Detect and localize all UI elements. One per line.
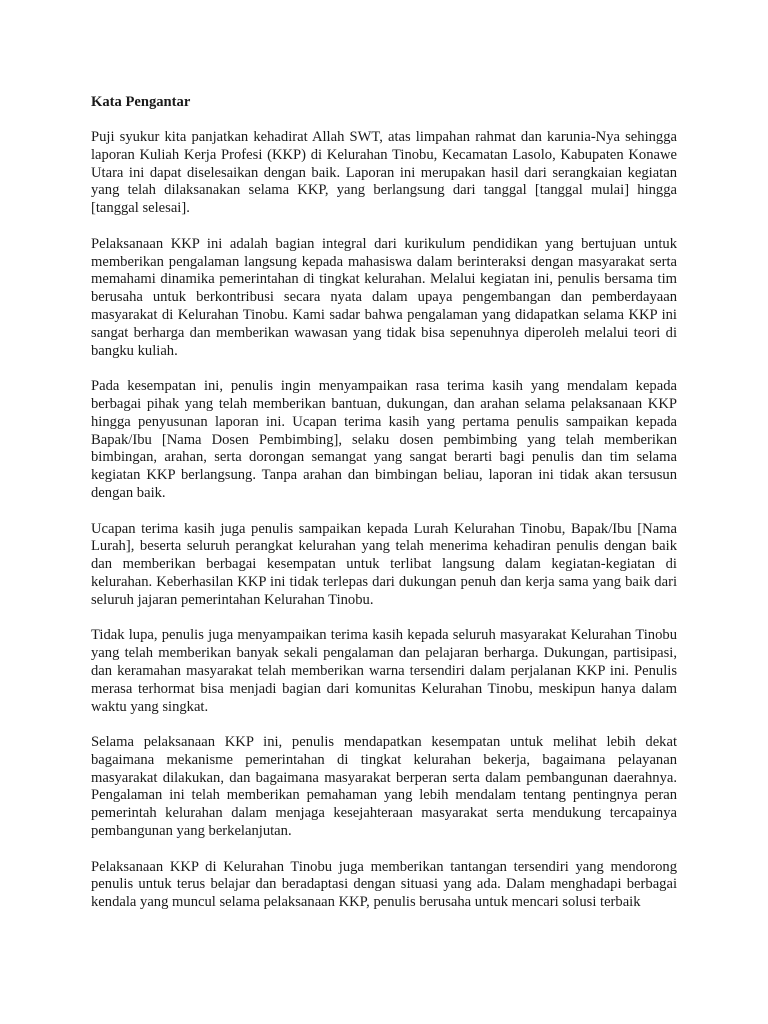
paragraph-3: Pada kesempatan ini, penulis ingin menyampaikan rasa terima kasih yang mendalam kepada berbagai pihak yang telah memberikan bantuan, dukungan, dan arahan selama pelaksanaan KKP hingga penyusunan laporan ini. Ucapan terima kasih yang pertama penulis sampaikan kepada Bapak/Ibu [Nama Dosen Pembimbing], selaku dosen pembimbing yang telah memberikan bimbingan, arahan, serta dorongan semangat yang sangat berarti bagi penulis dan tim selama kegiatan KKP berlangsung. Tanpa arahan dan bimbingan beliau, laporan ini tidak akan tersusun dengan baik. — [91, 378, 677, 501]
paragraph-6: Selama pelaksanaan KKP ini, penulis mendapatkan kesempatan untuk melihat lebih dekat bagaimana mekanisme pemerintahan di tingkat kelurahan bekerja, bagaimana pelayanan masyarakat dilakukan, dan bagaimana masyarakat berperan serta dalam pembangunan daerahnya. Pengalaman ini telah memberikan pemahaman yang lebih mendalam tentang pentingnya peran pemerintah kelurahan dalam menjaga kesejahteraan masyarakat serta mendukung tercapainya pembangunan yang berkelanjutan. — [91, 734, 677, 840]
document-page — [91, 93, 677, 930]
paragraph-2: Pelaksanaan KKP ini adalah bagian integral dari kurikulum pendidikan yang bertujuan untuk memberikan pengalaman langsung kepada mahasiswa dalam berinteraksi dengan masyarakat serta memahami dinamika pemerintahan di tingkat kelurahan. Melalui kegiatan ini, penulis bersama tim berusaha untuk berkontribusi secara nyata dalam upaya pengembangan dan pemberdayaan masyarakat di Kelurahan Tinobu. Kami sadar bahwa pengalaman yang didapatkan selama KKP ini sangat berharga dan memberikan wawasan yang tidak bisa sepenuhnya diperoleh melalui teori di bangku kuliah. — [91, 235, 677, 359]
paragraph-7: Pelaksanaan KKP di Kelurahan Tinobu juga memberikan tantangan tersendiri yang mendorong penulis untuk terus belajar dan beradaptasi dengan situasi yang ada. Dalam menghadapi berbagai kendala yang muncul selama pelaksanaan KKP, penulis berusaha untuk mencari solusi terbaik — [91, 858, 677, 911]
page-title: Kata Pengantar — [91, 94, 191, 110]
paragraph-4: Ucapan terima kasih juga penulis sampaikan kepada Lurah Kelurahan Tinobu, Bapak/Ibu [Nama Lurah], beserta seluruh perangkat kelurahan yang telah menerima kehadiran penulis dengan baik dan memberikan berbagai kesempatan untuk terlibat langsung dalam kegiatan-kegiatan di kelurahan. Keberhasilan KKP ini tidak terlepas dari dukungan penuh dan kerja sama yang baik dari seluruh jajaran pemerintahan Kelurahan Tinobu. — [91, 520, 677, 608]
paragraph-5: Tidak lupa, penulis juga menyampaikan terima kasih kepada seluruh masyarakat Kelurahan Tinobu yang telah memberikan banyak sekali pengalaman dan pelajaran berharga. Dukungan, partisipasi, dan keramahan masyarakat telah memberikan warna tersendiri dalam perjalanan KKP ini. Penulis merasa terhormat bisa menjadi bagian dari komunitas Kelurahan Tinobu, meskipun hanya dalam waktu yang singkat. — [91, 627, 677, 715]
paragraph-1: Puji syukur kita panjatkan kehadirat Allah SWT, atas limpahan rahmat dan karunia-Nya sehingga laporan Kuliah Kerja Profesi (KKP) di Kelurahan Tinobu, Kecamatan Lasolo, Kabupaten Konawe Utara ini dapat diselesaikan dengan baik. Laporan ini merupakan hasil dari serangkaian kegiatan yang telah dilaksanakan selama KKP, yang berlangsung dari tanggal [tanggal mulai] hingga [tanggal selesai]. — [91, 129, 677, 217]
